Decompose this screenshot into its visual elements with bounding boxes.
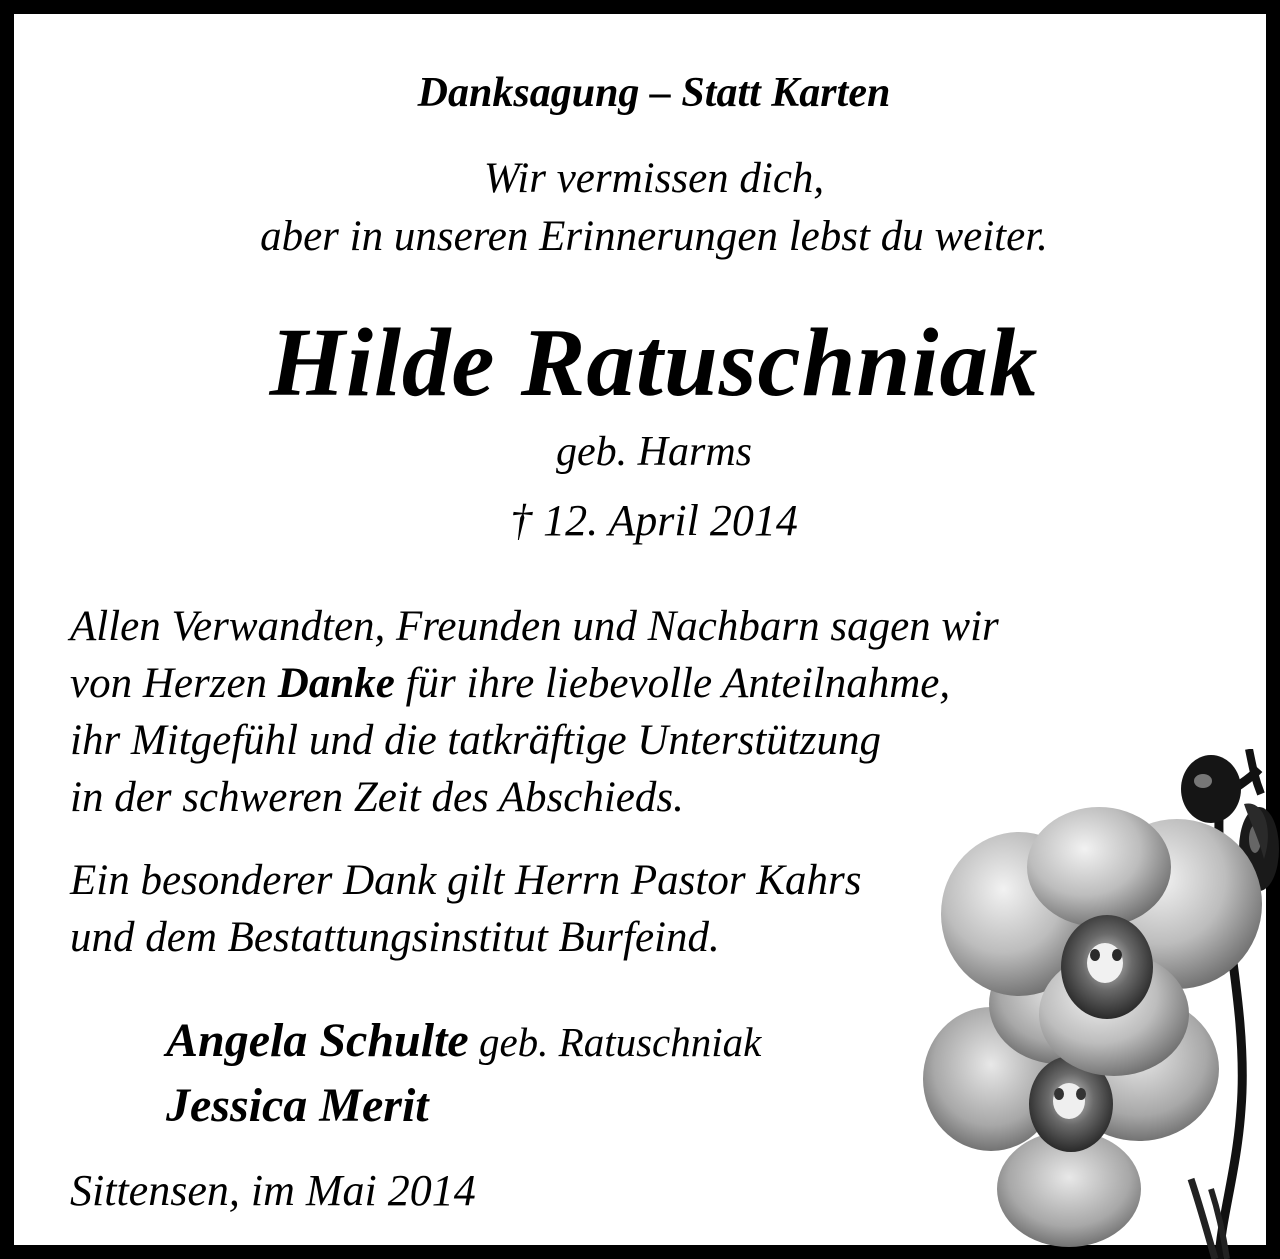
motto-line-1: Wir vermissen dich, xyxy=(483,155,825,202)
thanks-danke: Danke xyxy=(277,660,395,707)
signer-1-suffix: geb. Ratuschniak xyxy=(468,1019,762,1065)
thanks-line-2-start: von Herzen xyxy=(70,660,278,707)
deceased-name: Hilde Ratuschniak xyxy=(269,309,1039,416)
thanks-line-2 xyxy=(70,655,999,712)
signer-1 xyxy=(166,1014,762,1067)
motto-line-2: aber in unseren Erinnerungen lebst du weiter. xyxy=(260,213,1048,260)
signer-1-name: Angela Schulte xyxy=(166,1014,469,1067)
signer-2-name: Jessica Merit xyxy=(166,1079,429,1132)
thanks-line-3: ihr Mitgefühl und die tatkräftige Unterstützung xyxy=(70,717,881,764)
birth-name: geb. Harms xyxy=(556,429,752,475)
death-date: † 12. April 2014 xyxy=(510,496,798,545)
thanks-paragraph xyxy=(70,598,999,826)
thanks-line-1: Allen Verwandten, Freunden und Nachbarn sagen wir xyxy=(70,603,999,650)
special-thanks-paragraph xyxy=(70,852,862,966)
special-thanks-line-2: und dem Bestattungsinstitut Burfeind. xyxy=(70,914,720,961)
thanks-line-4: in der schweren Zeit des Abschieds. xyxy=(70,774,684,821)
place-date: Sittensen, im Mai 2014 xyxy=(70,1166,476,1215)
special-thanks-line-1: Ein besonderer Dank gilt Herrn Pastor Kahrs xyxy=(70,857,862,904)
signer-2 xyxy=(166,1079,429,1132)
orchid-image xyxy=(919,749,1280,1259)
notice-heading: Danksagung – Statt Karten xyxy=(417,70,891,116)
thanks-line-2-end: für ihre liebevolle Anteilnahme, xyxy=(394,660,951,707)
